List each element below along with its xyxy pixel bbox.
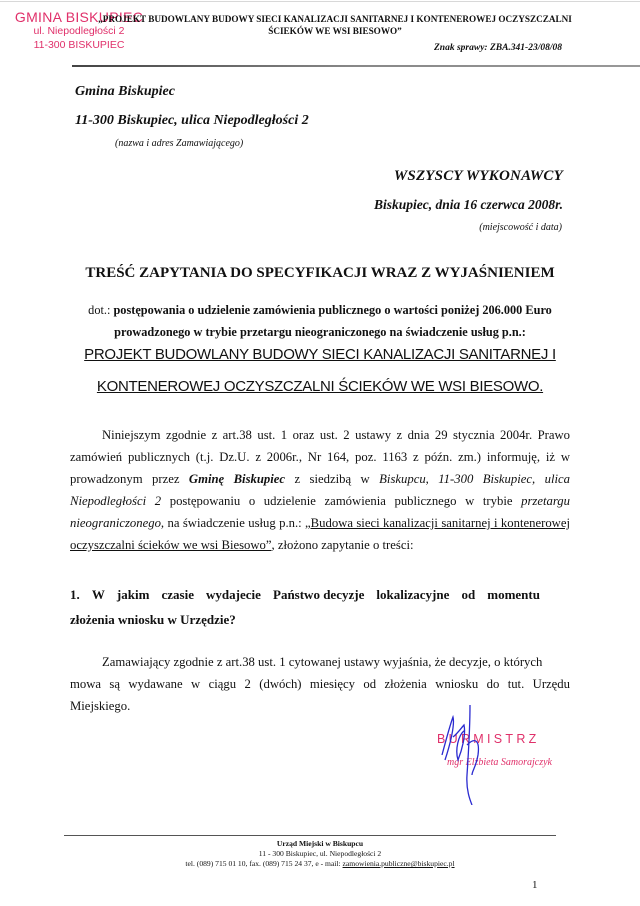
question-line-2: złożenia wniosku w Urzędzie? (70, 612, 236, 627)
subject-line-1 (0, 303, 640, 318)
intro-service: na świadczenie usług p.n.: (164, 516, 306, 530)
header-project-title (95, 13, 575, 37)
intro-text: Niniejszym zgodnie z art.38 ust. 1 oraz ust. 2 ustawy z dnia 29 stycznia 2004r. Prawo zamówień publicznych (t.j. Dz.U. z 2006r., Nr 164, poz. 1163 z późn. zm.) informuję, iż w prowadzonym przez (70, 428, 570, 486)
header-divider (72, 65, 640, 67)
question-word: jakim (116, 587, 150, 602)
addressee-caption: (nazwa i adres Zamawiającego) (115, 138, 244, 149)
question-word: Państwo decyzje (273, 587, 365, 602)
intro-procedure: postępowaniu o udzielenie zamówienia publicznego w trybie (161, 494, 522, 508)
intro-municipality: Gminę Biskupiec (188, 472, 286, 486)
answer-line-2: mowa są wydawane w ciągu 2 (dwóch) miesięcy od złożenia wniosku do tut. Urzędu (70, 677, 570, 691)
footer-contact (0, 859, 640, 869)
intro-ending: , złożono zapytanie o treści: (271, 538, 414, 552)
answer-line-1: Zamawiający zgodnie z art.38 ust. 1 cytowanej ustawy wyjaśnia, że decyzje, o których (102, 655, 543, 669)
document-title: TREŚĆ ZAPYTANIA DO SPECYFIKACJI WRAZ Z WYJAŚNIENIEM (85, 265, 555, 281)
intro-paragraph (70, 424, 570, 556)
footer-email-link[interactable]: zamowienia.publiczne@biskupiec.pl (342, 859, 455, 868)
project-name-line-2: KONTENEROWEJ OCZYSZCZALNI ŚCIEKÓW WE WSI BIESOWO. (96, 378, 544, 395)
date-line: Biskupiec, dnia 16 czerwca 2008r. (373, 197, 563, 212)
addressee-name: Gmina Biskupiec (75, 84, 175, 99)
question-word: W (91, 587, 105, 602)
question-word: lokalizacyjne (376, 587, 450, 602)
question-word: od (461, 587, 476, 602)
intro-seat-address: Biskupcu, 11-300 Biskupiec, ulica Niepodległości 2 (70, 472, 571, 508)
question-1 (70, 582, 570, 632)
addressee-address: 11-300 Biskupiec, ulica Niepodległości 2 (75, 113, 309, 128)
header-project-title-line-2: ŚCIEKÓW WE WSI BIESOWO” (268, 26, 402, 36)
footer-address: 11 - 300 Biskupiec, ul. Niepodległości 2 (258, 849, 382, 858)
intro-procedure-type: przetargu nieograniczonego, (70, 494, 570, 530)
intro-seat: z siedzibą w (285, 472, 380, 486)
signature-stroke (442, 705, 478, 805)
subject-text-1: postępowania o udzielenie zamówienia publicznego o wartości poniżej 206.000 Euro (113, 303, 552, 317)
date-caption: (miejscowość i data) (479, 222, 562, 233)
footer-office: Urząd Miejski w Biskupcu (276, 839, 364, 848)
footer-divider (64, 835, 556, 836)
mayor-stamp-name: mgr Elżbieta Samorajczyk (447, 757, 552, 768)
stamp-line-1: GMINA BISKUPIEC (14, 9, 144, 25)
intro-project-name: „Budowa sieci kanalizacji sanitarnej i kontenerowej oczyszczalni ścieków we wsi Biesowo” (70, 516, 570, 552)
scan-edge-line (0, 1, 640, 2)
recipients: WSZYSCY WYKONAWCY (393, 168, 563, 184)
question-word: momentu (487, 587, 540, 602)
question-number: 1. (70, 587, 80, 602)
question-word: wydajecie (206, 587, 261, 602)
question-line-1 (70, 582, 540, 607)
question-word: czasie (161, 587, 194, 602)
footer-phone-fax: tel. (089) 715 01 10, fax. (089) 715 24 37, e - mail: (185, 859, 343, 868)
subject-prefix: dot.: (88, 303, 111, 317)
mayor-stamp-title: BURMISTRZ (437, 732, 540, 746)
project-name-line-1: PROJEKT BUDOWLANY BUDOWY SIECI KANALIZACJI SANITARNEJ I (84, 346, 556, 363)
page-number: 1 (532, 879, 538, 891)
stamp-line-3: 11-300 BISKUPIEC (33, 39, 125, 51)
header-project-title-line-1: „PROJEKT BUDOWLANY BUDOWY SIECI KANALIZACJI SANITARNEJ I KONTENEROWEJ OCZYSZCZALNI (98, 14, 572, 24)
case-reference: Znak sprawy: ZBA.341-23/08/08 (434, 43, 562, 53)
stamp-line-2: ul. Niepodległości 2 (33, 25, 125, 37)
handwritten-signature (420, 705, 510, 805)
subject-line-2: prowadzonego w trybie przetargu nieograniczonego na świadczenie usług p.n.: (114, 325, 526, 339)
answer-line-3: Miejskiego. (70, 699, 131, 713)
